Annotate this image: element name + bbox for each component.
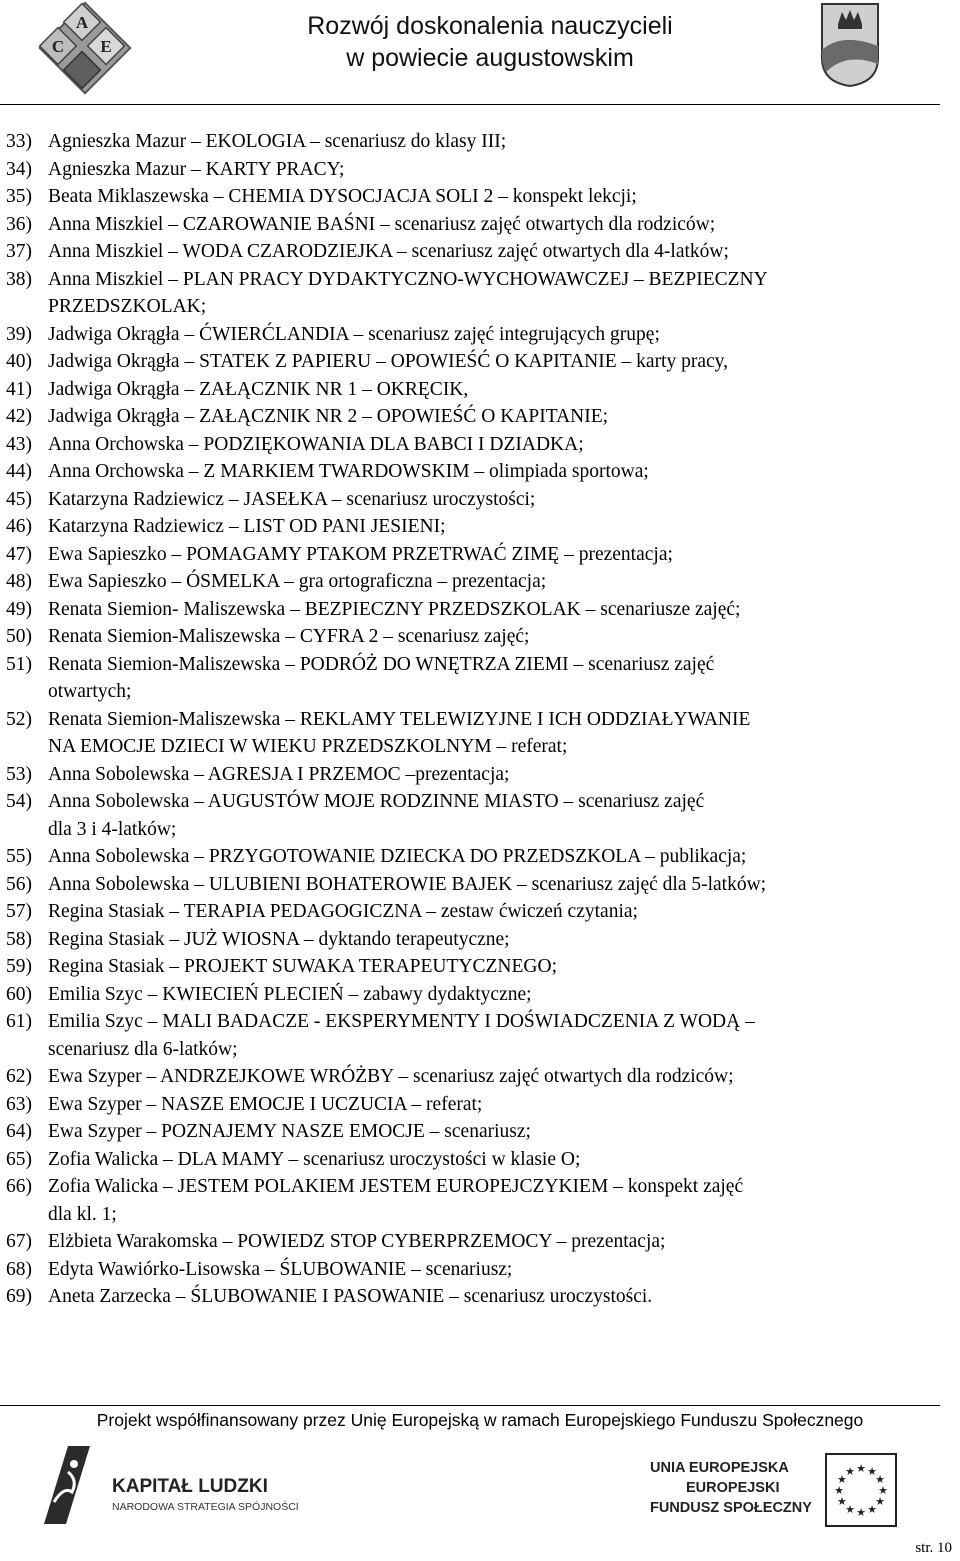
eu-star-icon: ★	[875, 1495, 885, 1508]
item-number: 57)	[6, 901, 32, 922]
item-text	[48, 211, 948, 239]
item-number: 67)	[6, 1231, 32, 1252]
item-number: 37)	[6, 241, 32, 262]
item-text	[48, 458, 948, 486]
list-item	[6, 513, 948, 541]
list-item	[6, 1118, 948, 1146]
item-text	[48, 541, 948, 569]
eu-star-icon: ★	[867, 1503, 877, 1517]
item-number: 45)	[6, 488, 32, 510]
logo-letter-c: C	[51, 37, 65, 56]
list-item	[6, 156, 948, 184]
item-text	[48, 706, 948, 761]
item-number: 60)	[6, 983, 32, 1005]
item-text	[48, 348, 948, 376]
item-text	[48, 486, 948, 514]
list-item	[6, 871, 948, 899]
item-text-line: Zofia Walicka – JESTEM POLAKIEM JESTEM EUROPEJCZYKIEM – konspekt zajęć	[48, 1176, 744, 1197]
item-text	[48, 156, 948, 184]
item-number: 62)	[6, 1066, 32, 1087]
list-item	[6, 541, 948, 569]
item-text	[48, 1146, 948, 1174]
item-number: 36)	[6, 213, 32, 235]
eu-star-icon: ★	[856, 1506, 866, 1519]
item-number: 47)	[6, 543, 32, 565]
item-number: 49)	[6, 598, 32, 620]
list-item	[6, 761, 948, 789]
item-text-line: Elżbieta Warakomska – POWIEDZ STOP CYBERPRZEMOCY – prezentacja;	[48, 1231, 666, 1252]
ue-line1: UNIA EUROPEJSKA	[650, 1460, 789, 1476]
list-item	[6, 926, 948, 954]
item-text-line: Regina Stasiak – JUŻ WIOSNA – dyktando terapeutyczne;	[48, 928, 510, 950]
item-text	[48, 1118, 948, 1146]
eu-star-icon: ★	[837, 1473, 847, 1486]
list-item	[6, 486, 948, 514]
item-text-line: Anna Miszkiel – CZAROWANIE BAŚNI – scenariusz zajęć otwartych dla rodziców;	[48, 213, 716, 235]
item-text-line: Jadwiga Okrągła – STATEK Z PAPIERU – OPOWIEŚĆ O KAPITANIE – karty pracy,	[48, 351, 729, 372]
list-item	[6, 788, 948, 843]
item-number: 69)	[6, 1286, 32, 1307]
item-text	[48, 926, 948, 954]
list-item	[6, 1283, 948, 1311]
list-item	[6, 458, 948, 486]
item-number: 66)	[6, 1176, 32, 1197]
item-text-line: Regina Stasiak – TERAPIA PEDAGOGICZNA – zestaw ćwiczeń czytania;	[48, 901, 638, 922]
item-text	[48, 651, 948, 706]
list-item	[6, 128, 948, 156]
header-rule	[0, 104, 940, 105]
item-text-line: Jadwiga Okrągła – ZAŁĄCZNIK NR 1 – OKRĘCIK,	[48, 378, 469, 400]
item-text-line: Renata Siemion- Maliszewska – BEZPIECZNY PRZEDSZKOLAK – scenariusze zajęć;	[48, 598, 741, 620]
eu-star-icon: ★	[845, 1503, 855, 1517]
item-text-line: Emilia Szyc – KWIECIEŃ PLECIEŃ – zabawy dydaktyczne;	[48, 983, 532, 1005]
eu-star-icon: ★	[878, 1484, 888, 1497]
item-number: 35)	[6, 186, 32, 207]
item-number: 58)	[6, 928, 32, 950]
eu-star-icon: ★	[834, 1484, 844, 1497]
item-text-line: Edyta Wawiórko-Lisowska – ŚLUBOWANIE – scenariusz;	[48, 1258, 513, 1280]
item-number: 39)	[6, 323, 32, 345]
kl-title: KAPITAŁ LUDZKI	[112, 1476, 268, 1497]
footer-text: Projekt współfinansowany przez Unię Europejską w ramach Europejskiego Funduszu Społecznego	[96, 1410, 864, 1430]
item-text	[48, 898, 948, 926]
list-item	[6, 321, 948, 349]
item-text-line: Jadwiga Okrągła – ĆWIERĆLANDIA – scenariusz zajęć integrujących grupę;	[48, 323, 660, 345]
item-number: 68)	[6, 1258, 32, 1280]
ue-line3: FUNDUSZ SPOŁECZNY	[650, 1500, 812, 1516]
item-text-line: Ewa Szyper – ANDRZEJKOWE WRÓŻBY – scenariusz zajęć otwartych dla rodziców;	[48, 1066, 734, 1087]
item-text-line: Anna Sobolewska – PRZYGOTOWANIE DZIECKA DO PRZEDSZKOLA – publikacja;	[48, 846, 747, 867]
item-number: 43)	[6, 433, 32, 455]
item-text	[48, 1283, 948, 1311]
item-text	[48, 376, 948, 404]
list-item	[6, 651, 948, 706]
logo-letter-e: E	[100, 37, 112, 56]
item-number: 38)	[6, 268, 32, 290]
item-number: 42)	[6, 406, 32, 427]
item-text-line: Jadwiga Okrągła – ZAŁĄCZNIK NR 2 – OPOWIEŚĆ O KAPITANIE;	[48, 406, 609, 427]
item-text-line: otwartych;	[48, 681, 132, 702]
cae-logo	[30, 0, 140, 96]
item-text-line: Ewa Szyper – NASZE EMOCJE I UCZUCIA – referat;	[48, 1093, 483, 1115]
item-text-line: dla 3 i 4-latków;	[48, 818, 177, 840]
item-text-line: dla kl. 1;	[48, 1203, 117, 1225]
item-text-line: Anna Orchowska – PODZIĘKOWANIA DLA BABCI I DZIADKA;	[48, 433, 584, 455]
item-text	[48, 1228, 948, 1256]
item-text-line: Anna Miszkiel – WODA CZARODZIEJKA – scenariusz zajęć otwartych dla 4-latków;	[48, 241, 729, 262]
header-title	[180, 10, 800, 74]
item-text-line: Regina Stasiak – PROJEKT SUWAKA TERAPEUTYCZNEGO;	[48, 956, 557, 977]
item-text	[48, 403, 948, 431]
list-item	[6, 211, 948, 239]
item-text-line: scenariusz dla 6-latków;	[48, 1038, 238, 1060]
eu-star-icon: ★	[837, 1495, 847, 1508]
list-item	[6, 431, 948, 459]
kl-subtitle: NARODOWA STRATEGIA SPÓJNOŚCI	[112, 1501, 299, 1513]
list-item	[6, 953, 948, 981]
list-item	[6, 376, 948, 404]
item-text	[48, 843, 948, 871]
item-text-line: NA EMOCJE DZIECI W WIEKU PRZEDSZKOLNYM – referat;	[48, 736, 568, 757]
list-item	[6, 596, 948, 624]
item-text-line: Zofia Walicka – DLA MAMY – scenariusz uroczystości w klasie O;	[48, 1148, 581, 1170]
item-text-line: Agnieszka Mazur – EKOLOGIA – scenariusz do klasy III;	[48, 131, 507, 152]
eu-star-icon: ★	[867, 1464, 877, 1478]
item-text-line: Anna Sobolewska – AGRESJA I PRZEMOC –prezentacja;	[48, 763, 510, 785]
item-text	[48, 431, 948, 459]
item-text	[48, 266, 948, 321]
list-item	[6, 348, 948, 376]
item-number: 40)	[6, 351, 32, 372]
item-number: 46)	[6, 516, 32, 537]
list-item	[6, 568, 948, 596]
item-number: 55)	[6, 846, 32, 867]
item-number: 48)	[6, 571, 32, 592]
item-text	[48, 238, 948, 266]
item-number: 50)	[6, 626, 32, 647]
item-text-line: Renata Siemion-Maliszewska – CYFRA 2 – scenariusz zajęć;	[48, 626, 530, 647]
item-text	[48, 1256, 948, 1284]
item-text-line: Renata Siemion-Maliszewska – PODRÓŻ DO WNĘTRZA ZIEMI – scenariusz zajęć	[48, 653, 715, 675]
list-item	[6, 1173, 948, 1228]
list-item	[6, 623, 948, 651]
item-number: 44)	[6, 461, 32, 482]
logo-letter-a: A	[75, 13, 89, 32]
page-number: str. 10	[915, 1540, 952, 1556]
list-item	[6, 1228, 948, 1256]
kapital-ludzki-logo	[38, 1442, 318, 1526]
item-text-line: Agnieszka Mazur – KARTY PRACY;	[48, 158, 345, 180]
item-text-line: Ewa Sapieszko – ÓSMELKA – gra ortograficzna – prezentacja;	[48, 571, 547, 592]
list-item	[6, 1008, 948, 1063]
list-item	[6, 843, 948, 871]
item-number: 41)	[6, 378, 32, 400]
county-coat-of-arms-icon	[820, 2, 880, 88]
item-number: 33)	[6, 131, 32, 152]
ue-line2: EUROPEJSKI	[686, 1480, 780, 1496]
item-text-line: Katarzyna Radziewicz – LIST OD PANI JESIENI;	[48, 516, 446, 537]
header-title-line2: w powiecie augustowskim	[346, 44, 634, 72]
item-number: 52)	[6, 708, 32, 730]
item-number: 59)	[6, 956, 32, 977]
kl-emblem-shape	[44, 1446, 90, 1524]
item-text-line: Ewa Sapieszko – POMAGAMY PTAKOM PRZETRWAĆ ZIMĘ – prezentacja;	[48, 543, 673, 565]
header-title-line1: Rozwój doskonalenia nauczycieli	[307, 12, 673, 40]
item-text-line: Katarzyna Radziewicz – JASEŁKA – scenariusz uroczystości;	[48, 488, 536, 510]
list-item	[6, 238, 948, 266]
item-text	[48, 981, 948, 1009]
item-text	[48, 568, 948, 596]
item-text-line: Anna Miszkiel – PLAN PRACY DYDAKTYCZNO-WYCHOWAWCZEJ – BEZPIECZNY	[48, 268, 768, 290]
item-number: 65)	[6, 1148, 32, 1170]
item-number: 56)	[6, 873, 32, 895]
item-number: 64)	[6, 1121, 32, 1142]
eu-star-icon: ★	[875, 1473, 885, 1486]
page-header	[0, 0, 960, 108]
item-text	[48, 1091, 948, 1119]
item-text	[48, 596, 948, 624]
list-item	[6, 898, 948, 926]
item-number: 63)	[6, 1093, 32, 1115]
list-item	[6, 183, 948, 211]
eu-star-icon: ★	[845, 1464, 855, 1478]
item-number: 53)	[6, 763, 32, 785]
item-text-line: Ewa Szyper – POZNAJEMY NASZE EMOCJE – scenariusz;	[48, 1121, 531, 1142]
item-text	[48, 321, 948, 349]
item-text	[48, 761, 948, 789]
item-text	[48, 183, 948, 211]
item-text	[48, 513, 948, 541]
eu-star-icon: ★	[856, 1462, 866, 1475]
item-text-line: Aneta Zarzecka – ŚLUBOWANIE I PASOWANIE – scenariusz uroczystości.	[48, 1286, 653, 1307]
item-text	[48, 1063, 948, 1091]
list-item	[6, 1091, 948, 1119]
footer-rule	[0, 1405, 940, 1406]
item-text-line: Anna Sobolewska – ULUBIENI BOHATEROWIE BAJEK – scenariusz zajęć dla 5-latków;	[48, 873, 767, 895]
list-item	[6, 1063, 948, 1091]
item-text-line: PRZEDSZKOLAK;	[48, 296, 207, 317]
eu-social-fund-logo	[650, 1452, 900, 1528]
item-text-line: Emilia Szyc – MALI BADACZE - EKSPERYMENTY I DOŚWIADCZENIA Z WODĄ –	[48, 1011, 755, 1032]
item-number: 51)	[6, 653, 32, 675]
item-text-line: Anna Orchowska – Z MARKIEM TWARDOWSKIM – olimpiada sportowa;	[48, 461, 649, 482]
list-item	[6, 266, 948, 321]
item-text	[48, 623, 948, 651]
list-item	[6, 403, 948, 431]
list-item	[6, 706, 948, 761]
item-text	[48, 953, 948, 981]
list-item	[6, 1256, 948, 1284]
list-item	[6, 1146, 948, 1174]
item-number: 61)	[6, 1011, 32, 1032]
item-text	[48, 128, 948, 156]
list-item	[6, 981, 948, 1009]
item-text-line: Anna Sobolewska – AUGUSTÓW MOJE RODZINNE MIASTO – scenariusz zajęć	[48, 791, 705, 812]
item-text	[48, 871, 948, 899]
item-number: 34)	[6, 158, 32, 180]
item-number: 54)	[6, 791, 32, 812]
item-text	[48, 788, 948, 843]
item-text	[48, 1173, 948, 1228]
materials-list	[6, 128, 948, 1311]
item-text-line: Beata Miklaszewska – CHEMIA DYSOCJACJA SOLI 2 – konspekt lekcji;	[48, 186, 637, 207]
item-text-line: Renata Siemion-Maliszewska – REKLAMY TELEWIZYJNE I ICH ODDZIAŁYWANIE	[48, 708, 751, 730]
item-text	[48, 1008, 948, 1063]
